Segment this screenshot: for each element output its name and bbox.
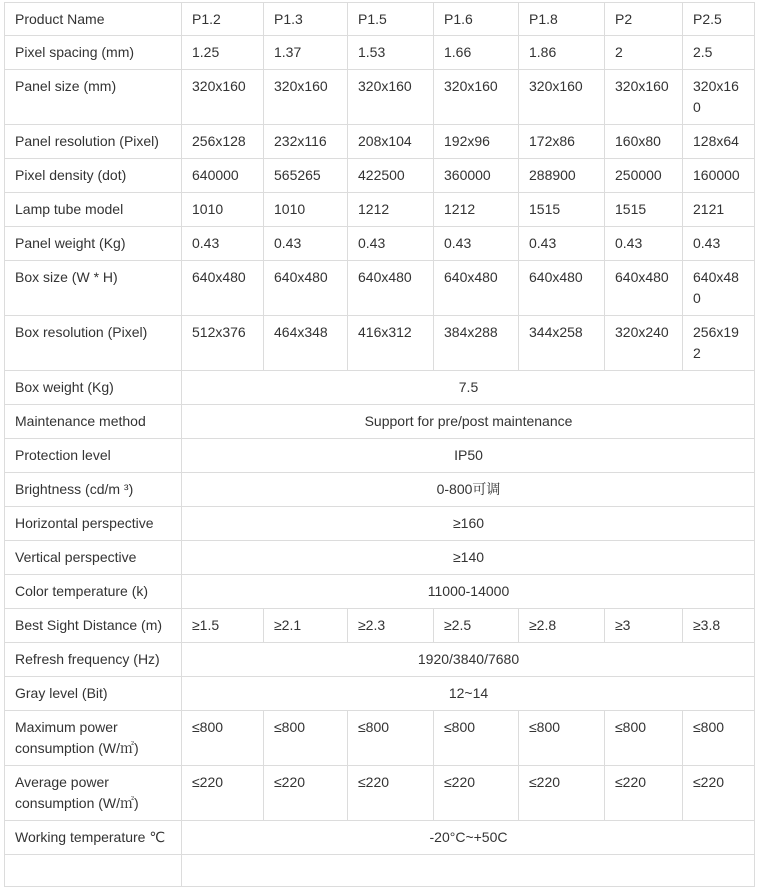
- table-row-vertical-perspective: [5, 541, 755, 575]
- table-cell: 416x312: [348, 316, 434, 371]
- row-label: Gray level (Bit): [5, 677, 182, 711]
- table-cell: 288900: [519, 159, 605, 193]
- column-header-p1-8: P1.8: [519, 3, 605, 36]
- table-cell: 1.66: [434, 36, 519, 70]
- table-cell: ≤800: [434, 711, 519, 766]
- table-cell: 1515: [519, 193, 605, 227]
- table-row-empty: [5, 855, 755, 887]
- table-cell: 1.25: [182, 36, 264, 70]
- table-row-maintenance-method: [5, 405, 755, 439]
- table-cell-merged: ≥160: [182, 507, 755, 541]
- table-cell-merged: 0-800可调: [182, 473, 755, 507]
- row-label: Protection level: [5, 439, 182, 473]
- table-cell-merged: ≥140: [182, 541, 755, 575]
- table-cell: 208x104: [348, 125, 434, 159]
- table-cell-merged: IP50: [182, 439, 755, 473]
- table-cell: 256x192: [683, 316, 755, 371]
- table-cell: 128x64: [683, 125, 755, 159]
- table-cell: 1010: [182, 193, 264, 227]
- table-cell: ≤800: [182, 711, 264, 766]
- table-cell: 1010: [264, 193, 348, 227]
- specification-table: [4, 2, 755, 887]
- table-row-lamp-tube-model: [5, 193, 755, 227]
- table-cell: 0.43: [519, 227, 605, 261]
- table-row-panel-size: [5, 70, 755, 125]
- table-cell-merged: -20°C~+50C: [182, 821, 755, 855]
- row-label: Panel weight (Kg): [5, 227, 182, 261]
- table-cell: 320x240: [605, 316, 683, 371]
- table-cell: 320x160: [519, 70, 605, 125]
- table-cell: 640x480: [264, 261, 348, 316]
- table-cell: 464x348: [264, 316, 348, 371]
- table-cell-merged: 11000-14000: [182, 575, 755, 609]
- row-label: Box size (W * H): [5, 261, 182, 316]
- table-cell: 160000: [683, 159, 755, 193]
- table-cell: 1515: [605, 193, 683, 227]
- table-cell: 232x116: [264, 125, 348, 159]
- table-row-average-power: [5, 766, 755, 821]
- table-cell: 565265: [264, 159, 348, 193]
- table-cell: ≤800: [519, 711, 605, 766]
- table-cell: 1212: [434, 193, 519, 227]
- table-row-refresh-frequency: [5, 643, 755, 677]
- table-cell-merged: Support for pre/post maintenance: [182, 405, 755, 439]
- table-cell: ≤800: [683, 711, 755, 766]
- table-cell: 1.86: [519, 36, 605, 70]
- table-row-brightness: [5, 473, 755, 507]
- row-label: Horizontal perspective: [5, 507, 182, 541]
- table-cell: ≥2.8: [519, 609, 605, 643]
- table-cell: ≥2.1: [264, 609, 348, 643]
- table-cell: ≥1.5: [182, 609, 264, 643]
- table-cell: 320x160: [434, 70, 519, 125]
- table-cell-merged: 7.5: [182, 371, 755, 405]
- row-label: Vertical perspective: [5, 541, 182, 575]
- table-cell: 256x128: [182, 125, 264, 159]
- table-row-header: [5, 3, 755, 36]
- row-label: Panel size (mm): [5, 70, 182, 125]
- row-label: Pixel spacing (mm): [5, 36, 182, 70]
- table-cell: 384x288: [434, 316, 519, 371]
- table-row-panel-weight: [5, 227, 755, 261]
- column-header-p1-2: P1.2: [182, 3, 264, 36]
- table-cell: 512x376: [182, 316, 264, 371]
- row-label: Refresh frequency (Hz): [5, 643, 182, 677]
- row-label-empty: [5, 855, 182, 887]
- table-row-best-sight-distance: [5, 609, 755, 643]
- row-label: Panel resolution (Pixel): [5, 125, 182, 159]
- table-cell: 250000: [605, 159, 683, 193]
- table-cell: 160x80: [605, 125, 683, 159]
- table-cell: ≤220: [434, 766, 519, 821]
- table-cell: 2121: [683, 193, 755, 227]
- column-header-p1-5: P1.5: [348, 3, 434, 36]
- table-row-pixel-density: [5, 159, 755, 193]
- row-label: Pixel density (dot): [5, 159, 182, 193]
- table-cell: 0.43: [182, 227, 264, 261]
- table-cell: 0.43: [348, 227, 434, 261]
- table-cell: 172x86: [519, 125, 605, 159]
- table-row-gray-level: [5, 677, 755, 711]
- table-row-color-temperature: [5, 575, 755, 609]
- table-cell: 422500: [348, 159, 434, 193]
- table-cell: ≤220: [519, 766, 605, 821]
- table-cell: ≤220: [182, 766, 264, 821]
- table-cell: 2: [605, 36, 683, 70]
- row-label: Product Name: [5, 3, 182, 36]
- table-row-box-weight: [5, 371, 755, 405]
- table-cell: 640x480: [605, 261, 683, 316]
- table-row-maximum-power: [5, 711, 755, 766]
- table-cell: 1.37: [264, 36, 348, 70]
- table-row-pixel-spacing: [5, 36, 755, 70]
- column-header-p2: P2: [605, 3, 683, 36]
- row-label: Box resolution (Pixel): [5, 316, 182, 371]
- table-cell: ≤800: [348, 711, 434, 766]
- row-label: Best Sight Distance (m): [5, 609, 182, 643]
- table-cell: 320x160: [683, 70, 755, 125]
- column-header-p2-5: P2.5: [683, 3, 755, 36]
- table-cell-empty: [182, 855, 755, 887]
- table-cell: ≤220: [683, 766, 755, 821]
- table-cell: 640x480: [348, 261, 434, 316]
- table-cell: 320x160: [348, 70, 434, 125]
- table-row-working-temperature: [5, 821, 755, 855]
- table-row-protection-level: [5, 439, 755, 473]
- table-cell: ≥3: [605, 609, 683, 643]
- table-cell: 640x480: [182, 261, 264, 316]
- table-row-box-size: [5, 261, 755, 316]
- row-label: Maintenance method: [5, 405, 182, 439]
- row-label: Brightness (cd/m ³): [5, 473, 182, 507]
- column-header-p1-6: P1.6: [434, 3, 519, 36]
- table-cell: 640000: [182, 159, 264, 193]
- table-cell: 320x160: [605, 70, 683, 125]
- table-cell: ≤220: [605, 766, 683, 821]
- row-label: Lamp tube model: [5, 193, 182, 227]
- table-cell: 344x258: [519, 316, 605, 371]
- table-row-panel-resolution: [5, 125, 755, 159]
- table-cell: ≤220: [264, 766, 348, 821]
- table-cell: ≥2.5: [434, 609, 519, 643]
- table-row-box-resolution: [5, 316, 755, 371]
- table-cell: 0.43: [683, 227, 755, 261]
- table-cell: 320x160: [264, 70, 348, 125]
- table-cell: 0.43: [605, 227, 683, 261]
- table-cell: ≥2.3: [348, 609, 434, 643]
- table-cell: 1212: [348, 193, 434, 227]
- table-cell: 320x160: [182, 70, 264, 125]
- table-cell: 1.53: [348, 36, 434, 70]
- table-cell: 2.5: [683, 36, 755, 70]
- table-cell: 0.43: [264, 227, 348, 261]
- row-label: Working temperature ℃: [5, 821, 182, 855]
- table-cell: 640x480: [434, 261, 519, 316]
- table-row-horizontal-perspective: [5, 507, 755, 541]
- table-cell: 360000: [434, 159, 519, 193]
- row-label: Box weight (Kg): [5, 371, 182, 405]
- table-cell: 192x96: [434, 125, 519, 159]
- table-cell: 640x480: [683, 261, 755, 316]
- table-cell-merged: 12~14: [182, 677, 755, 711]
- row-label: Maximum power consumption (W/㎡): [5, 711, 182, 766]
- table-cell: ≤800: [264, 711, 348, 766]
- table-cell: ≤220: [348, 766, 434, 821]
- column-header-p1-3: P1.3: [264, 3, 348, 36]
- table-cell: ≤800: [605, 711, 683, 766]
- table-cell: 0.43: [434, 227, 519, 261]
- row-label: Color temperature (k): [5, 575, 182, 609]
- table-cell: 640x480: [519, 261, 605, 316]
- table-cell-merged: 1920/3840/7680: [182, 643, 755, 677]
- row-label: Average power consumption (W/㎡): [5, 766, 182, 821]
- table-cell: ≥3.8: [683, 609, 755, 643]
